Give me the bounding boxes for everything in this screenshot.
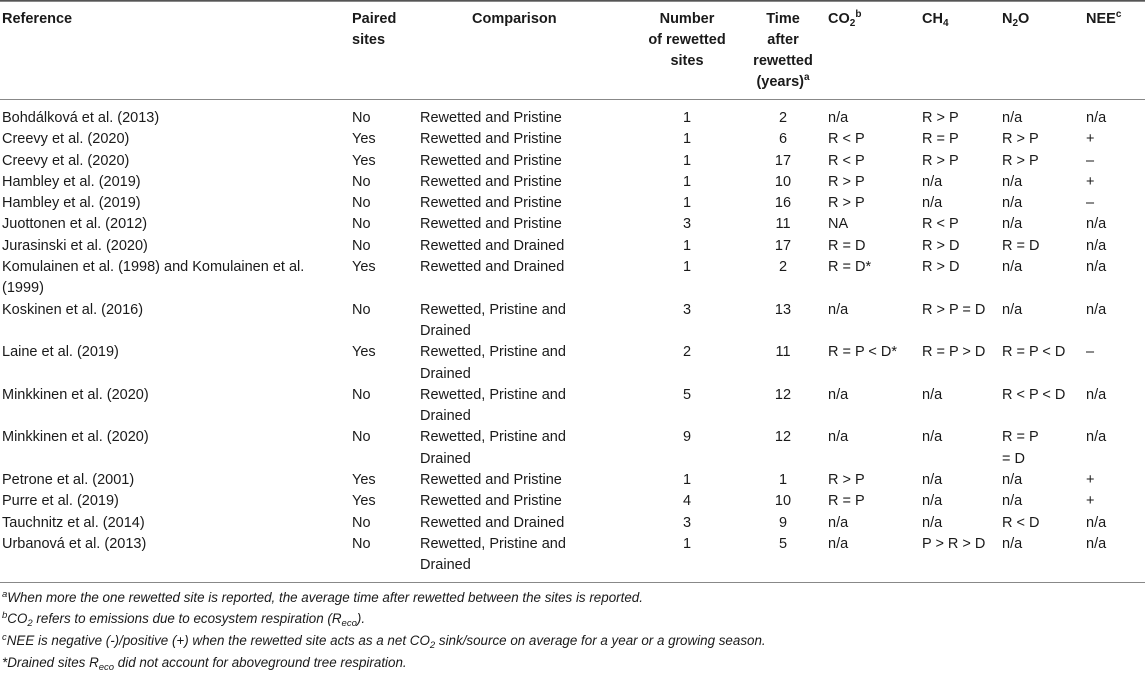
cell-co2: NA — [828, 216, 849, 233]
cell-reference: Laine et al. (2019) — [2, 344, 119, 361]
cell-time-after-rewetted: 11 — [775, 344, 791, 361]
table-row — [0, 193, 1145, 214]
table-row — [0, 151, 1145, 172]
cell-paired-sites: No — [352, 429, 371, 446]
cell-time-after-rewetted: 17 — [774, 237, 792, 254]
cell-number-of-sites: 1 — [682, 195, 692, 212]
cell-number-of-sites: 5 — [682, 386, 692, 403]
cell-reference: Creevy et al. (2020) — [2, 152, 130, 169]
cell-paired-sites: Yes — [352, 344, 376, 361]
cell-time-after-rewetted: 1 — [778, 472, 788, 489]
cell-time-after-rewetted: 12 — [774, 429, 792, 446]
header-nee: NEE$^c$ — [1086, 2, 1145, 100]
cell-ch4: n/a — [922, 195, 943, 212]
cell-ch4: R = P — [922, 131, 959, 148]
cell-reference: Urbanová et al. (2013) — [0, 534, 352, 582]
cell-number-of-sites: 1 — [682, 472, 692, 489]
cell-nee: + — [1086, 472, 1095, 489]
cell-number-of-sites: 1 — [682, 173, 692, 190]
cell-number-of-sites: 2 — [682, 344, 692, 361]
cell-reference: Tauchnitz et al. (2014) — [2, 514, 145, 531]
footnote-c: $^c$NEE is negative (-)/positive (+) when the rewetted site acts as a net $CO_2$ sink/source on average for a year or a growing season. — [2, 632, 766, 652]
cell-comparison: Rewetted, Pristine and Drained — [420, 344, 566, 382]
table-footnotes — [0, 583, 1145, 674]
cell-nee: – — [1086, 152, 1095, 169]
cell-co2: R < P — [828, 152, 865, 169]
cell-time-after-rewetted: 16 — [774, 195, 792, 212]
cell-number-of-sites: 4 — [682, 493, 692, 510]
cell-time-after-rewetted: 2 — [778, 110, 788, 126]
cell-paired-sites: Yes — [352, 493, 376, 510]
table-row — [0, 300, 1145, 343]
table-row — [0, 129, 1145, 150]
cell-n2o: n/a — [1002, 301, 1023, 318]
cell-number-of-sites: 1 — [682, 237, 692, 254]
cell-time-after-rewetted: 6 — [778, 131, 788, 148]
cell-comparison: Rewetted, Pristine and Drained — [420, 301, 566, 339]
cell-n2o: R = P = D — [1002, 429, 1039, 467]
table-row — [0, 427, 1145, 470]
cell-comparison: Rewetted and Drained — [420, 237, 565, 254]
cell-reference: Minkkinen et al. (2020) — [2, 386, 149, 403]
footnote-a: $^a$When more the one rewetted site is reported, the average time after rewetted between the sites is reported. — [2, 588, 643, 605]
cell-reference: Bohdálková et al. (2013) — [2, 110, 160, 126]
table-row — [0, 100, 1145, 130]
cell-paired-sites: No — [352, 237, 371, 254]
cell-reference: Jurasinski et al. (2020) — [2, 237, 148, 254]
cell-reference: Purre et al. (2019) — [2, 493, 119, 510]
cell-reference: Petrone et al. (2001) — [2, 472, 135, 489]
cell-co2: n/a — [828, 110, 849, 126]
cell-paired-sites: No — [352, 216, 371, 233]
cell-n2o: n/a — [1002, 493, 1023, 510]
header-comparison: Comparison — [420, 2, 632, 100]
cell-reference: Komulainen et al. (1998) and Komulainen et al. (1999) — [2, 259, 305, 297]
cell-number-of-sites: 1 — [682, 110, 692, 126]
cell-time-after-rewetted: 10 — [774, 493, 792, 510]
cell-paired-sites: No — [352, 301, 371, 318]
cell-n2o: R = P < D — [1002, 344, 1066, 361]
cell-ch4: n/a — [922, 493, 943, 510]
cell-nee: + — [1086, 173, 1095, 190]
cell-n2o: n/a — [1002, 195, 1023, 212]
header-number-of-sites: Number of rewetted sites — [632, 2, 742, 100]
cell-number-of-sites: 1 — [682, 152, 692, 169]
footnote-b: $^bCO_2$ refers to emissions due to ecosystem respiration $(R_{eco})$. — [2, 610, 366, 630]
cell-time-after-rewetted: 2 — [778, 259, 788, 276]
cell-co2: n/a — [828, 429, 849, 446]
cell-comparison: Rewetted and Pristine — [420, 110, 562, 126]
cell-nee: – — [1086, 195, 1095, 212]
cell-comparison: Rewetted and Drained — [420, 514, 565, 531]
header-time-after-rewetted: Time after rewetted (years)$^a$ — [742, 2, 824, 100]
cell-co2: R = D — [828, 237, 866, 254]
cell-paired-sites: No — [352, 386, 371, 403]
cell-paired-sites: Yes — [352, 131, 376, 148]
cell-n2o: R > P — [1002, 152, 1039, 169]
cell-time-after-rewetted: 9 — [778, 514, 788, 531]
cell-nee: n/a — [1086, 237, 1107, 254]
cell-nee: n/a — [1086, 534, 1145, 582]
cell-co2: R = D* — [828, 259, 872, 276]
cell-number-of-sites: 1 — [682, 131, 692, 148]
table-row — [0, 236, 1145, 257]
cell-nee: + — [1086, 131, 1095, 148]
cell-comparison: Rewetted, Pristine and Drained — [420, 386, 566, 425]
cell-co2: R = P — [828, 493, 865, 510]
cell-nee: n/a — [1086, 386, 1107, 403]
cell-ch4: R < P — [922, 216, 959, 233]
cell-comparison: Rewetted and Pristine — [420, 216, 562, 233]
header-reference: Reference — [0, 2, 352, 100]
cell-nee: n/a — [1086, 259, 1107, 276]
table-header — [0, 1, 1145, 100]
cell-n2o: R > P — [1002, 131, 1039, 148]
cell-n2o: R = D — [1002, 237, 1040, 254]
cell-co2: n/a — [828, 514, 849, 531]
cell-co2: R < P — [828, 131, 865, 148]
cell-paired-sites: Yes — [352, 152, 376, 169]
cell-co2: R > P — [828, 173, 865, 190]
cell-co2: n/a — [828, 301, 849, 318]
cell-reference: Hambley et al. (2019) — [2, 173, 141, 190]
header-paired-sites: Paired sites — [352, 2, 420, 100]
cell-co2: R > P — [828, 195, 865, 212]
cell-co2: n/a — [828, 386, 849, 403]
table-row — [0, 385, 1145, 428]
cell-number-of-sites: 1 — [632, 534, 742, 582]
cell-comparison: Rewetted, Pristine and Drained — [420, 429, 566, 467]
cell-ch4: R > P — [922, 110, 959, 126]
cell-ch4: R > P = D — [922, 301, 986, 318]
cell-nee: n/a — [1086, 514, 1107, 531]
cell-number-of-sites: 9 — [682, 429, 692, 446]
cell-time-after-rewetted: 17 — [774, 152, 792, 169]
cell-ch4: n/a — [922, 386, 943, 403]
cell-n2o: R < D — [1002, 514, 1040, 531]
cell-ch4: n/a — [922, 429, 943, 446]
cell-n2o: n/a — [1002, 110, 1023, 126]
cell-reference: Hambley et al. (2019) — [2, 195, 141, 212]
cell-n2o: n/a — [1002, 173, 1023, 190]
cell-ch4: R > D — [922, 259, 960, 276]
cell-paired-sites: No — [352, 195, 371, 212]
header-ch4: $CH_4$ — [914, 2, 1002, 100]
cell-reference: Koskinen et al. (2016) — [2, 301, 144, 318]
table-row — [0, 534, 1145, 582]
table-row — [0, 257, 1145, 300]
cell-comparison: Rewetted and Pristine — [420, 195, 562, 212]
table-row — [0, 513, 1145, 534]
cell-nee: – — [1086, 344, 1095, 361]
table-row — [0, 491, 1145, 512]
cell-n2o: n/a — [1002, 534, 1086, 582]
cell-time-after-rewetted: 13 — [774, 301, 792, 318]
cell-co2: R > P — [828, 472, 865, 489]
cell-comparison: Rewetted and Drained — [420, 259, 565, 276]
cell-co2: n/a — [824, 534, 914, 582]
cell-reference: Creevy et al. (2020) — [2, 131, 130, 148]
cell-number-of-sites: 1 — [682, 259, 692, 276]
cell-nee: n/a — [1086, 110, 1107, 126]
cell-comparison: Rewetted and Pristine — [420, 152, 562, 169]
header-n2o: $N_2O$ — [1002, 2, 1086, 100]
cell-n2o: n/a — [1002, 259, 1023, 276]
table-body — [0, 100, 1145, 583]
cell-ch4: n/a — [922, 514, 943, 531]
cell-reference: Minkkinen et al. (2020) — [2, 429, 149, 446]
cell-paired-sites: No — [352, 110, 371, 126]
cell-nee: n/a — [1086, 301, 1107, 318]
cell-n2o: n/a — [1002, 216, 1023, 233]
cell-number-of-sites: 3 — [682, 301, 692, 318]
footnote-asterisk: *Drained sites $R_{eco}$ did not account for aboveground tree respiration. — [2, 654, 407, 673]
cell-time-after-rewetted: 11 — [775, 216, 791, 233]
cell-paired-sites: Yes — [352, 259, 376, 276]
cell-comparison: Rewetted and Pristine — [420, 472, 562, 489]
cell-comparison: Rewetted and Pristine — [420, 173, 562, 190]
cell-nee: n/a — [1086, 216, 1107, 233]
cell-nee: + — [1086, 493, 1095, 510]
cell-number-of-sites: 3 — [682, 216, 692, 233]
cell-ch4: n/a — [922, 472, 943, 489]
header-co2: $CO_2^b$ — [824, 2, 914, 100]
cell-ch4: R = P > D — [922, 344, 986, 361]
cell-time-after-rewetted: 12 — [774, 386, 792, 403]
cell-comparison: Rewetted and Pristine — [420, 493, 562, 510]
cell-ch4: P > R > D — [914, 534, 1002, 582]
cell-paired-sites: No — [352, 173, 371, 190]
cell-nee: n/a — [1086, 429, 1107, 446]
cell-ch4: R > P — [922, 152, 959, 169]
cell-number-of-sites: 3 — [682, 514, 692, 531]
table-row — [0, 172, 1145, 193]
table-row — [0, 470, 1145, 491]
cell-comparison: Rewetted and Pristine — [420, 131, 562, 148]
cell-comparison: Rewetted, Pristine and Drained — [420, 534, 632, 582]
cell-ch4: n/a — [922, 173, 943, 190]
cell-reference: Juottonen et al. (2012) — [2, 216, 148, 233]
cell-n2o: n/a — [1002, 472, 1023, 489]
cell-ch4: R > D — [922, 237, 960, 254]
cell-paired-sites: No — [352, 534, 420, 582]
cell-time-after-rewetted: 5 — [742, 534, 824, 582]
table-row — [0, 342, 1145, 385]
table-row — [0, 214, 1145, 235]
cell-paired-sites: Yes — [352, 472, 376, 489]
cell-co2: R = P < D* — [828, 344, 898, 361]
cell-time-after-rewetted: 10 — [774, 173, 792, 190]
cell-n2o: R < P < D — [1002, 386, 1066, 403]
cell-paired-sites: No — [352, 514, 371, 531]
